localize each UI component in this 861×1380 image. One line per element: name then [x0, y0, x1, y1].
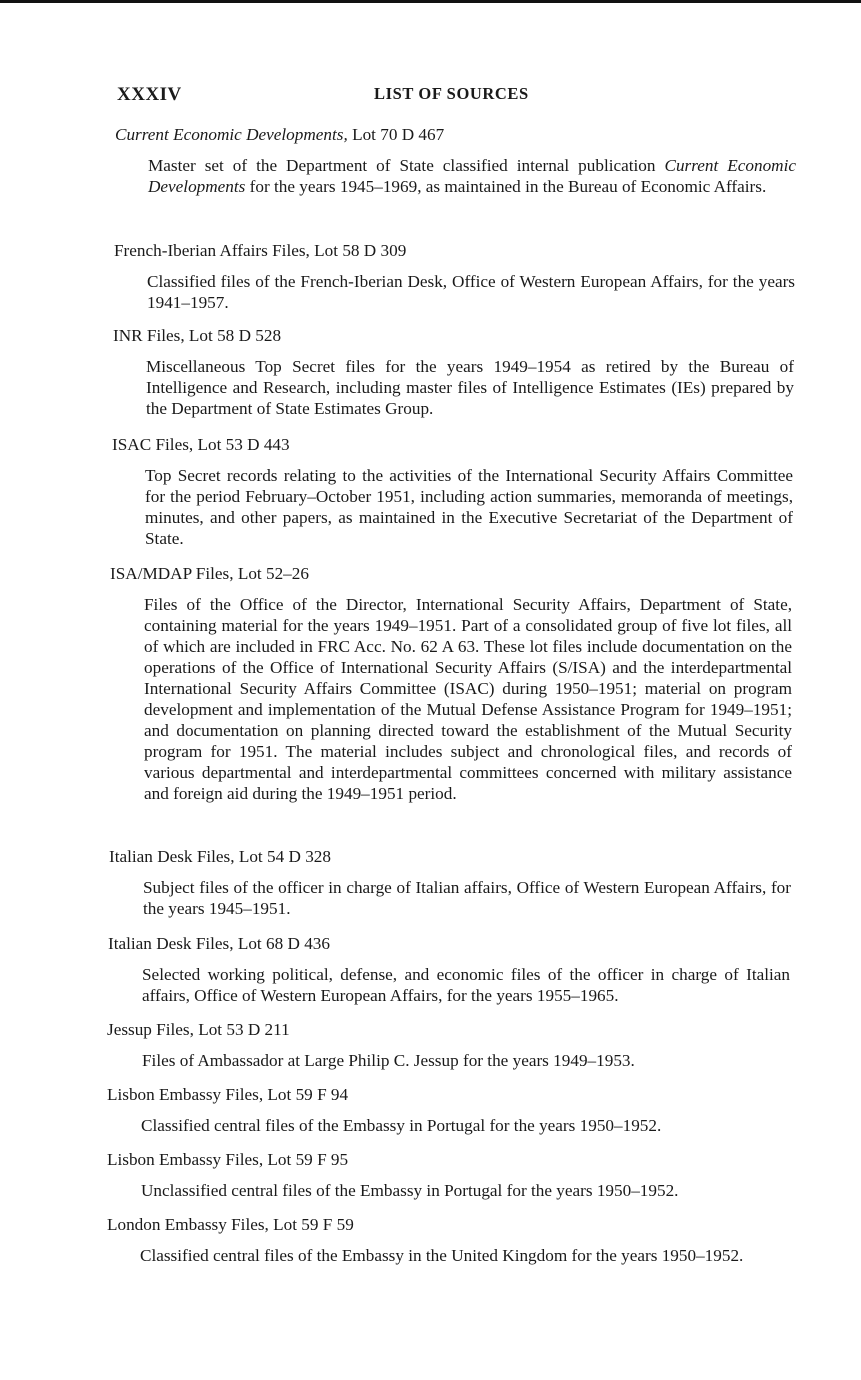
page-header [117, 84, 797, 108]
source-description [147, 271, 795, 313]
source-title [107, 1149, 861, 1171]
source-description [148, 155, 796, 197]
source-description [143, 877, 791, 919]
source-entry [0, 1214, 861, 1294]
description-text: Classified files of the French-Iberian Desk, Office of Western European Affairs, for the years 1941–1957. [147, 272, 795, 312]
description-text: Subject files of the officer in charge of Italian affairs, Office of Western European Affairs, for the years 1945–1951. [143, 878, 791, 918]
source-title [114, 240, 861, 262]
source-title-text: Italian Desk Files, Lot 68 D 436 [108, 934, 330, 953]
source-title-text: London Embassy Files, Lot 59 F 59 [107, 1215, 354, 1234]
source-description [144, 594, 792, 804]
source-title-text: Lot 70 D 467 [347, 125, 445, 144]
description-text: Master set of the Department of State classified internal publication [148, 156, 665, 175]
top-border [0, 0, 861, 3]
description-text: Unclassified central files of the Embassy in Portugal for the years 1950–1952. [141, 1181, 679, 1200]
source-title [107, 1214, 861, 1236]
source-title [113, 325, 861, 347]
page-title: LIST OF SOURCES [374, 84, 529, 103]
source-description [142, 964, 790, 1006]
source-title [112, 434, 861, 456]
source-title [107, 1084, 861, 1106]
source-title [107, 1019, 861, 1041]
source-title-text: ISAC Files, Lot 53 D 443 [112, 435, 290, 454]
description-text: Classified central files of the Embassy in Portugal for the years 1950–1952. [141, 1116, 662, 1135]
source-title [108, 933, 861, 955]
source-entry [0, 124, 861, 240]
source-title-text: Lisbon Embassy Files, Lot 59 F 94 [107, 1085, 349, 1104]
source-list [0, 124, 861, 1294]
source-entry [0, 325, 861, 434]
source-title-text: French-Iberian Affairs Files, Lot 58 D 309 [114, 241, 407, 260]
source-title-text: Jessup Files, Lot 53 D 211 [107, 1020, 290, 1039]
source-entry [0, 846, 861, 933]
source-title [109, 846, 861, 868]
source-description [146, 356, 794, 419]
source-description [141, 1180, 789, 1201]
source-entry [0, 563, 861, 846]
source-title-text: ISA/MDAP Files, Lot 52–26 [110, 564, 309, 583]
source-entry [0, 1149, 861, 1214]
source-entry [0, 1019, 861, 1084]
description-text: Selected working political, defense, and economic files of the officer in charge of Italian affairs, Office of Western European Affairs, for the years 1955–1965. [142, 965, 790, 1005]
source-title-italic: Current Economic Developments, [115, 125, 348, 144]
source-entry [0, 933, 861, 1019]
source-description [142, 1050, 790, 1071]
source-entry [0, 434, 861, 563]
source-title-text: Italian Desk Files, Lot 54 D 328 [109, 847, 331, 866]
description-text: for the years 1945–1969, as maintained in the Bureau of Economic Affairs. [245, 177, 767, 196]
description-text: Classified central files of the Embassy in the United Kingdom for the years 1950–1952. [140, 1246, 744, 1265]
source-entry [0, 240, 861, 325]
source-title-text: INR Files, Lot 58 D 528 [113, 326, 282, 345]
source-title [110, 563, 861, 585]
description-italic: Current Economic Developments [148, 156, 796, 196]
page-number: XXXIV [117, 84, 182, 105]
source-title [115, 124, 861, 146]
source-entry [0, 1084, 861, 1149]
description-text: Top Secret records relating to the activities of the International Security Affairs Committee for the period February–October 1951, including action summaries, memoranda of meetings, minutes, and other papers, as maintained in the Executive Secretariat of the Department of State. [145, 466, 793, 548]
description-text: Miscellaneous Top Secret files for the years 1949–1954 as retired by the Bureau of Intelligence and Research, including master files of Intelligence Estimates (IEs) prepared by the Department of State Estimates Group. [146, 357, 794, 418]
description-text: Files of Ambassador at Large Philip C. Jessup for the years 1949–1953. [142, 1051, 635, 1070]
source-description [145, 465, 793, 549]
source-description [140, 1245, 788, 1266]
source-title-text: Lisbon Embassy Files, Lot 59 F 95 [107, 1150, 349, 1169]
source-description [141, 1115, 789, 1136]
description-text: Files of the Office of the Director, International Security Affairs, Department of State, containing material for the years 1949–1951. Part of a consolidated group of five lot files, all of which are included in FRC Acc. No. 62 A 63. These lot files include documentation on the operations of the Office of International Security Affairs (S/ISA) and the interdepartmental International Security Affairs Committee (ISAC) during 1950–1951; material on program development and implementation of the Mutual Defense Assistance Program for 1949–1951; and documentation on planning directed toward the establishment of the Mutual Security program for 1951. The material includes subject and chronological files, and records of various departmental and interdepartmental committees concerned with military assistance and foreign aid during the 1949–1951 period. [144, 595, 792, 803]
